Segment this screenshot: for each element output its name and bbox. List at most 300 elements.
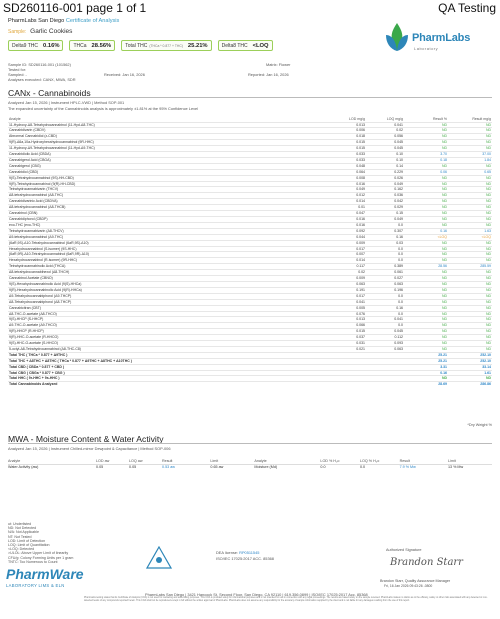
result-percent: 28.56 [404,264,448,270]
lod-value: 0.01 [328,205,366,211]
result-mg-g: ND [448,222,492,228]
lod-value: 0.033 [328,152,366,158]
lod-value: 0.015 [328,140,366,146]
lod-value: 0.014 [328,199,366,205]
analyte-name: Total CBG ( CBGa * 0.877 + CBG ) [8,370,328,376]
result-percent: ND [404,140,448,146]
result-mg-g: ND [448,276,492,282]
signature: Brandon Starr [390,557,463,568]
result-mg-g: ND [448,346,492,352]
lod-value: 0.048 [328,163,366,169]
mwa-col: Result [162,458,173,463]
analyte-name: Δ9-tetrahydrocannabinol (Δ9-THC) [8,234,328,240]
abbrev-item: LOQ: Limit of Quantitation [8,543,50,548]
lod-value: 0.013 [328,122,366,128]
loq-value: 0.0 [366,246,404,252]
result-percent: ND [404,293,448,299]
result-percent: ND [404,205,448,211]
abbreviations-list [8,522,73,564]
analyte-name: Hexahydrocannabinol (S-isomer) (9S-HHC) [8,246,328,252]
loq-value: 0.042 [366,199,404,205]
mwa-col: LOQ % H₂o [359,458,380,463]
summary-pill-delta8 [218,40,273,51]
lod-value: 0.017 [328,246,366,252]
lod-value: 0.02 [328,270,366,276]
loq-value: 0.045 [366,146,404,152]
analyte-name: Cannabigerol Acid (CBGA) [8,157,328,163]
analyte-name: 9(R)-Δ6a,10a-Hydroxyhexahydrocannabinol (9R-HHC) [8,140,328,146]
lod-value: 0.064 [328,169,366,175]
pill-sublabel: (THCa * 0.877 + THC) [149,43,183,48]
analyte-name: Total Cannabinoids Analyzed [8,382,328,387]
result-mg-g: ND [448,287,492,293]
document-id: SD260116-001 page 1 of 1 [3,1,147,15]
result-percent: ND [404,217,448,223]
result-mg-g: ND [448,193,492,199]
result-mg-g: ND [448,211,492,217]
sample-name-row [8,28,72,35]
sample-id: Sample ID: SD260116-001 (101562) [8,62,71,67]
result-mg-g: ND [448,311,492,317]
abbrev-item: LOD: Limit of Detection [8,538,46,543]
mwa-title: MWA - Moisture Content & Water Activity [8,434,164,444]
result-percent: ND [404,323,448,329]
analyte-name: Δ8-THC-O-acetate (Δ8-THCO) [8,311,328,317]
footer-disclaimer: PharmLabs testing states that its Certificate of Analysis (COA) is not used for marketing and advertising purposes. This COA is provided solely for informational purposes and is not intended for use in connection with any legal proceedings. The results are based solely on the sample received. PharmLabs makes no claims as to the efficacy, safety or other risks associated with any detected or non-detected levels of any compounds reported herein. This COA shall not be reproduced except in full without the written approval of PharmLabs. PharmLabs does not assume any responsibility for the accuracy of sample information supplied by the client and is not liable for any damages resulting from the use of this report. [84,597,488,602]
loq-value: 0.16 [366,234,404,240]
lod-value: 0.117 [328,264,366,270]
lab-name: PharmLabs San Diego [8,18,65,24]
loq-value: 0.093 [366,341,404,347]
result-mg-g: 252.10 [448,358,492,364]
lod-value: 0.006 [328,128,366,134]
result-percent: ND [404,317,448,323]
analyte-name: 9(S)-Hexahydrocannabinolic Acid (9(S)-HHCa) [8,281,328,287]
loq-value: 0.063 [366,281,404,287]
result-percent: 0.18 [404,157,448,163]
pill-label: Delta9 THC [12,42,39,49]
result-mg-g: ND [448,217,492,223]
result-percent: 0.16 [404,228,448,234]
result-mg-g: 252.10 [448,352,492,358]
pharmware-logo [6,566,84,611]
analyte-name: 9(R)-Hexahydrocannabinolic Acid (9(R)-HHCa) [8,287,328,293]
loq-value: 0.029 [366,205,404,211]
dea-license [216,550,259,555]
leaf-icon [382,21,412,57]
analyte-name: Cannabidiol (CBD) [8,169,328,175]
loq-value: 0.10 [366,157,404,163]
sample-label: Sample: [8,29,27,35]
abbrev-item: N/A: Not Applicable [8,530,39,535]
result-percent: ND [404,329,448,335]
lod-value: 0.041 [328,299,366,305]
result-mg-g: 286.86 [448,382,492,387]
mwa-col: Limit [447,458,456,463]
loq-value: 0.162 [366,187,404,193]
analyte-name: Abnormal Cannabidiol (ε-CBD) [8,134,328,140]
analyte-name: 11-Hydroxy-Δ8-Tetrahydrocannabinol (11-Hyd-Δ8-THC) [8,122,328,128]
result-percent: ND [404,199,448,205]
result-mg-g: ND [448,175,492,181]
result-mg-g: ND [448,146,492,152]
result-percent: 25.21 [404,358,448,364]
lod-value: 0.031 [328,341,366,347]
analyte-name: 11-Hydroxy-Δ9-Tetrahydrocannabinol (11-Hyd-Δ9-THC) [8,146,328,152]
result-mg-g: <LOQ [448,234,492,240]
mwa-cell: 0.53 aw [162,464,210,470]
lod-value: 0.012 [328,193,366,199]
pharmlabs-logo [382,19,492,59]
total-row [8,382,492,387]
sample-name: Garlic Cookies [30,28,73,35]
signer-name: Brandon Starr, Quality Assurance Manager [380,579,451,583]
moisture-table [8,456,492,470]
lod-value: 0.044 [328,234,366,240]
analyte-name: Total CBD ( CBDa * 0.877 + CBD ) [8,364,328,370]
analyte-name: Hexahydrocannabinol (R-isomer) (9R-HHC) [8,258,328,264]
loq-value: 0.056 [366,134,404,140]
result-percent: ND [404,240,448,246]
result-mg-g: 0.65 [448,169,492,175]
analyte-name: Total HHC ( 9r-HHC + 9s-HHC ) [8,376,328,382]
result-mg-g: ND [448,199,492,205]
logo-name: PharmLabs [412,32,471,44]
loq-value: 0.112 [366,335,404,341]
result-percent: ND [404,187,448,193]
loq-value: 0.03 [366,240,404,246]
footer-address: PharmLabs San Diego | 3421 Hancock St, Second Floor, San Diego, CA 92110 | 619.356.0899 | ISO/IEC 17025:2017 Acc. 85368 [145,592,368,597]
result-percent: 0.06 [404,169,448,175]
mwa-cell: Water Activity (aw) [8,464,96,470]
mwa-divider [8,443,492,444]
analyte-name: (6aR,9R)-Δ10-Tetrahydrocannabinol (6aR,9R)-Δ10) [8,252,328,258]
lod-value: 0.191 [328,287,366,293]
pill-value: <LOQ [252,42,269,49]
abbrev-item: ut: Underlisted [8,522,32,526]
analyte-name: 9(R)-HHCP (R-HHCP) [8,329,328,335]
lab-header [8,18,119,24]
col-loq: LOQ mg/g [386,116,403,121]
lod-value: 0.049 [328,187,366,193]
result-mg-g: ND [448,270,492,276]
abbrev-item: TNTC: Too Numerous to Count [8,559,58,564]
logo-tagline: Laboratory [414,46,439,51]
pill-value: 25.21% [187,42,208,49]
loq-value [366,382,404,387]
canx-analyzed: Analyzed Jan 15, 2026 | Instrument HPLC-VWD | Method SOP-001 [8,100,125,105]
analyte-name: Cannabidivarinic Acid (CBDVA) [8,199,328,205]
mwa-col: LOD % H₂o [320,458,340,463]
mwa-cell: 13 % Mw [448,464,492,470]
lod-value: 0.016 [328,181,366,187]
result-percent: ND [404,246,448,252]
lod-value: 0.009 [328,240,366,246]
result-percent: ND [404,175,448,181]
loq-value: 0.10 [366,152,404,158]
lod-value: 0.066 [328,323,366,329]
sampled: Sampled: - [8,72,27,77]
lod-value: 0.015 [328,146,366,152]
summary-pills [8,40,273,51]
analyte-name: Tetrahydrocannabivarin (Δ8-THCV) [8,228,328,234]
loq-value: 0.0 [366,252,404,258]
result-mg-g: ND [448,293,492,299]
result-percent: 3.31 [404,364,448,370]
mwa-col: Analyte [8,458,21,463]
sample-meta [8,62,492,82]
mwa-col: LOQ aw [129,458,143,463]
loq-value: 0.14 [366,163,404,169]
result-mg-g: ND [448,317,492,323]
loq-value: 0.15 [366,211,404,217]
result-mg-g: ND [448,252,492,258]
lod-value: 0.013 [328,317,366,323]
result-mg-g: ND [448,246,492,252]
moisture-row [8,464,492,470]
qa-label: QA Testing [438,1,496,15]
abbrev-item: >ULOL: Above Upper Limit of linearity [8,551,69,556]
result-percent: 28.69 [404,382,448,387]
loq-value: 0.0 [366,311,404,317]
lod-value: 0.015 [328,329,366,335]
dea-value: RP0511545 [239,550,260,555]
analyte-name: Total THC ( THCa * 0.877 + Δ9THC ) [8,352,328,358]
result-percent: ND [404,270,448,276]
loq-value: 0.229 [366,169,404,175]
cannabinoids-table [8,114,492,387]
loq-value: 0.027 [366,276,404,282]
loq-value: 0.0 [366,222,404,228]
result-mg-g: ND [448,258,492,264]
result-percent: ND [404,193,448,199]
lod-value: 0.007 [328,252,366,258]
received: Received: Jan 16, 2026 [104,72,145,77]
mwa-cell: 0.0 [360,464,400,470]
document-type: Certificate of Analysis [65,18,120,24]
result-percent: ND [404,335,448,341]
result-mg-g: ND [448,335,492,341]
mwa-col: Result [399,458,411,463]
analyte-name: Cannabidiolic Acid (CBDA) [8,152,328,158]
loq-value: 0.061 [366,270,404,276]
result-percent: ND [404,276,448,282]
loq-value: 0.0 [366,323,404,329]
result-percent: <LOQ [404,234,448,240]
result-percent: ND [404,287,448,293]
loq-value: 0.196 [366,287,404,293]
result-percent: ND [404,376,448,382]
result-percent: ND [404,122,448,128]
loq-value: 0.0 [366,258,404,264]
loq-value: 0.02 [366,128,404,134]
pill-value: 28.56% [91,42,112,49]
result-mg-g: ND [448,305,492,311]
cannabinoids-header-row [8,114,492,122]
result-mg-g: ND [448,122,492,128]
result-percent: ND [404,258,448,264]
analyses-executed: Analyses executed: CANX, MWA, SDR [8,77,76,82]
analyte-name: Δ8-Tetrahydrocannabiphorol (Δ8-THCP) [8,299,328,305]
loq-value: 0.0 [366,293,404,299]
canx-uncertainty: The expanded uncertainty of the Cannabinoids analysis is approximately ±1.81% at the 95% Confidence Level [8,106,199,111]
pharmware-name: PharmWare [6,566,84,582]
mwa-cell: 0.05 [96,464,129,470]
result-mg-g: ND [448,187,492,193]
moisture-header-row [8,456,492,464]
loq-value: 0.049 [366,217,404,223]
result-mg-g: ND [448,376,492,382]
analyte-name: Cannabigerol (CBG) [8,163,328,169]
loq-value: 0.307 [366,228,404,234]
mwa-cell: 0.65 aw [210,464,254,470]
loq-value: 0.041 [366,317,404,323]
lod-value: 0.018 [328,134,366,140]
result-mg-g: ND [448,329,492,335]
mwa-cell: Moisture (Md) [254,464,320,470]
dea-label: DEA license: [216,550,239,555]
loq-value: 0.049 [366,181,404,187]
result-percent: ND [404,222,448,228]
canx-title: CANx - Cannabinoids [8,88,91,98]
result-mg-g: ND [448,140,492,146]
matrix: Matrix: Flower [266,62,291,67]
analyte-name: Tetrahydrocannabivarin (THCV) [8,187,328,193]
result-mg-g: 37.00 [448,152,492,158]
analyte-name: Δ9-THC-O-acetate (Δ9-THCO) [8,323,328,329]
result-mg-g: 1.84 [448,157,492,163]
analyte-name: 9(S)-HHC-O-acetate (S-HHCO) [8,341,328,347]
col-analyte: Analyte [9,116,21,121]
lod-value: 0.021 [328,346,366,352]
analyte-name: 5-octyl-Δ8-Tetrahydrocannabinol (Δ8-THC-C8) [8,346,328,352]
reported: Reported: Jan 16, 2026 [248,72,289,77]
result-mg-g: ND [448,299,492,305]
lod-value: 0.076 [328,311,366,317]
result-percent: 0.16 [404,370,448,376]
summary-pill-thca [69,40,115,51]
result-mg-g: 1.63 [448,228,492,234]
loq-value: 0.389 [366,264,404,270]
analyte-name: 9(R)-Tetrahydrocannabinol (9(R)-HH-CBD) [8,181,328,187]
result-mg-g: ND [448,323,492,329]
loq-value: 0.041 [366,122,404,128]
analyte-name: Cannabidiphorol (CBDP) [8,217,328,223]
result-percent: ND [404,134,448,140]
result-percent: ND [404,346,448,352]
analyte-name: Tetrahydrocannabinolic Acid (THCA) [8,264,328,270]
result-percent: ND [404,163,448,169]
analyte-name: Δ9-Tetrahydrocannabiphorol (Δ9-THCP) [8,293,328,299]
mwa-analyzed: Analyzed Jan 15, 2026 | Instrument Chilled-mirror Dewpoint & Capacitance | Method SOP-006 [8,446,171,451]
loq-value: 0.026 [366,175,404,181]
result-percent: ND [404,128,448,134]
col-result-pct: Result % [432,116,447,121]
analyte-name: Δ8-tetrahydrocannabinol (Δ8-THCB) [8,205,328,211]
lod-value: 0.016 [328,217,366,223]
abbrev-item: <LOQ: Detected [8,547,35,552]
analyte-name: Δ8-tetrahydrocannabihexol (Δ8-THCH) [8,270,328,276]
analyte-name: Cannabinol (CBN) [8,211,328,217]
analyte-name: exo-THC (exo-THC) [8,222,328,228]
mwa-cell: 0.0 [320,464,360,470]
result-mg-g: 1.61 [448,370,492,376]
accreditation-seal-icon [146,546,172,570]
tested-for: Tested for: [8,67,27,72]
result-mg-g: 285.59 [448,264,492,270]
result-percent: 25.21 [404,352,448,358]
lod-value: 0.005 [328,305,366,311]
result-percent: ND [404,146,448,152]
analyte-name: Cannabicitran (CBT) [8,305,328,311]
lod-value: 0.092 [328,228,366,234]
result-mg-g: ND [448,181,492,187]
result-percent: ND [404,252,448,258]
result-percent: 3.70 [404,152,448,158]
result-mg-g: ND [448,205,492,211]
analyte-name: (6aR,9S)-Δ10-Tetrahydrocannabinol (6aR,9S)-Δ10) [8,240,328,246]
col-lod: LOD mg/g [349,116,365,121]
analyte-name: Cannabidivarin (CBDV) [8,128,328,134]
result-mg-g: ND [448,281,492,287]
lod-value [328,382,366,387]
summary-pill-delta9 [8,40,63,51]
loq-value: 0.036 [366,193,404,199]
result-mg-g: 33.14 [448,364,492,370]
result-mg-g: ND [448,128,492,134]
dry-weight-note: *Dry Weight % [467,423,492,427]
loq-value: 0.063 [366,346,404,352]
summary-pill-total-thc [121,40,211,51]
pill-label: Delta8 THC [221,42,248,49]
mwa-cell: 0.05 [129,464,162,470]
lod-value: 0.016 [328,222,366,228]
lod-value: 0.037 [328,335,366,341]
result-mg-g: ND [448,134,492,140]
lod-value: 0.009 [328,276,366,282]
pill-label: Total THC [125,42,148,49]
pharmware-tagline: LABORATORY LIMS & ELN [6,583,65,588]
iso-accreditation: ISO/IEC 17025:2017 ACC. 85368 [216,556,274,561]
analyte-name: 9(S)-HHCP (S-HHCP) [8,317,328,323]
lod-value: 0.063 [328,281,366,287]
analyte-name: 9(S)-Tetrahydrocannabinol (9S)-HH-CBD) [8,175,328,181]
lod-value: 0.008 [328,175,366,181]
mwa-col: Analyte [254,458,267,463]
result-mg-g: ND [448,240,492,246]
document-topbar [0,0,500,16]
result-percent: ND [404,305,448,311]
result-mg-g: ND [448,163,492,169]
canx-divider [8,97,492,98]
result-percent: ND [404,299,448,305]
mwa-cell: 7.9 % Mw [400,464,448,470]
lod-value: 0.017 [328,293,366,299]
result-percent: ND [404,281,448,287]
abbrev-item: ND: Not Detected [8,526,37,531]
lod-value: 0.033 [328,157,366,163]
pill-value: 0.16% [43,42,60,49]
result-mg-g: ND [448,341,492,347]
mwa-col: LOD aw [96,458,110,463]
abbrev-item: CFU/g: Colony Forming Units per 1 gram [8,555,74,560]
pill-label: THCa [73,42,87,49]
result-percent: ND [404,311,448,317]
loq-value: 0.0 [366,299,404,305]
result-percent: ND [404,211,448,217]
analyte-name: Δ8-tetrahydrocannabinol (Δ8-THC) [8,193,328,199]
signature-date: Fri, 16 Jan 2026 09:43:26 -0800 [384,584,433,588]
